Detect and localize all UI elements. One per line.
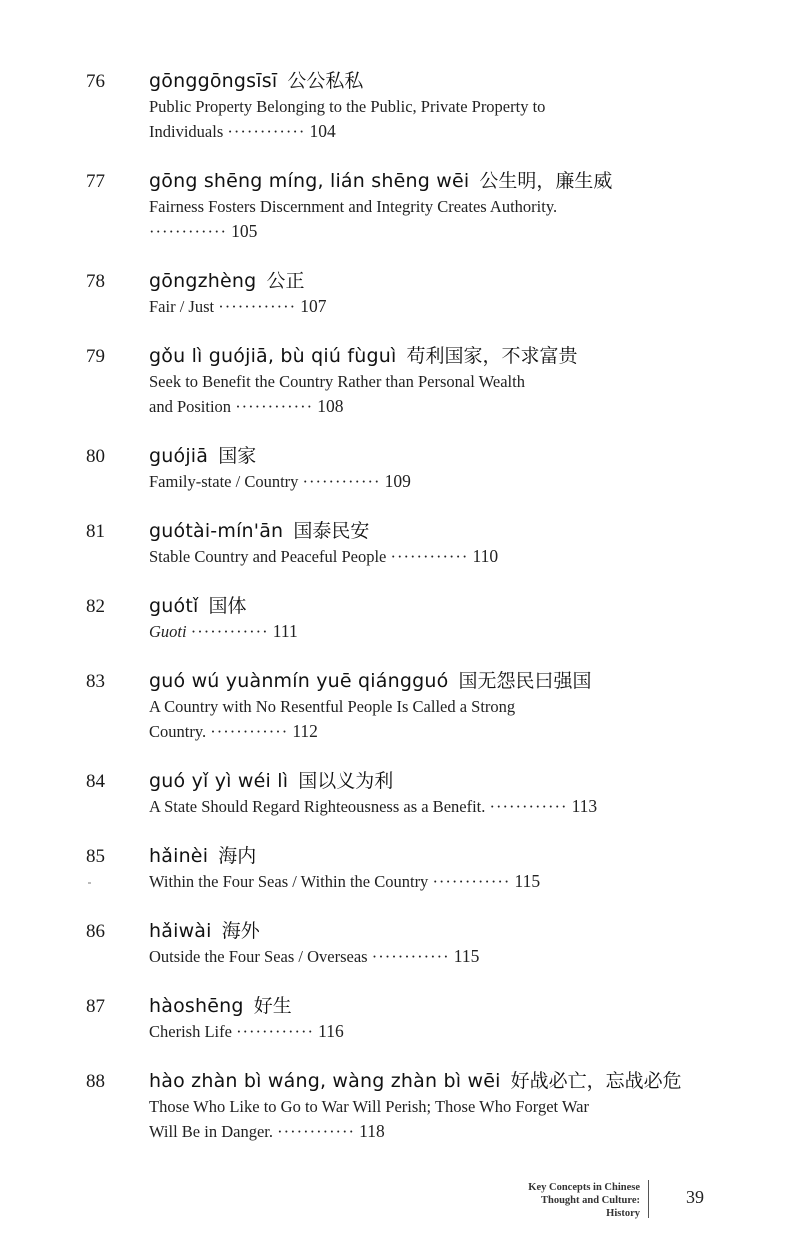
entry-number: 86 (86, 921, 105, 942)
entry-body (149, 343, 769, 419)
entry-chinese: 苟利国家，不求富贵 (406, 345, 578, 367)
entry-heading (149, 668, 769, 694)
footer-title-line: History (606, 1208, 640, 1219)
entry-pinyin: guótǐ (149, 595, 199, 617)
entry-body (149, 1068, 769, 1144)
index-entry (0, 837, 800, 912)
entry-translation-line (149, 469, 769, 494)
entry-chinese: 海内 (218, 845, 257, 867)
entry-page-reference: 118 (359, 1121, 385, 1141)
entry-chinese: 国泰民安 (293, 520, 370, 542)
index-entry (0, 437, 800, 512)
entry-chinese: 好生 (253, 995, 292, 1017)
entry-body (149, 443, 769, 494)
entry-pinyin: hǎinèi (149, 845, 209, 867)
entry-heading (149, 443, 769, 469)
entry-translation: Those Who Like to Go to War Will Perish; Those Who Forget War (149, 1097, 589, 1116)
entry-translation: A State Should Regard Righteousness as a Benefit. (149, 797, 486, 816)
entry-translation-line (149, 869, 769, 894)
index-entry-list (0, 62, 800, 1162)
entry-translation: Country. (149, 722, 207, 741)
entry-body (149, 268, 769, 319)
index-entry (0, 337, 800, 437)
footer-divider (648, 1180, 649, 1218)
entry-page-reference: 111 (272, 621, 298, 641)
leader-dots: ············ (277, 1122, 356, 1141)
entry-page-reference: 109 (384, 471, 411, 491)
entry-pinyin: guójiā (149, 445, 209, 467)
entry-pinyin: guó wú yuànmín yuē qiángguó (149, 670, 449, 692)
index-entry (0, 987, 800, 1062)
index-entry (0, 912, 800, 987)
entry-translation-line (149, 719, 769, 744)
index-entry (0, 1062, 800, 1162)
entry-translation: A Country with No Resentful People Is Called a Strong (149, 697, 516, 716)
entry-translation-line (149, 544, 769, 569)
entry-body (149, 593, 769, 644)
entry-translation-line (149, 794, 769, 819)
entry-pinyin: gǒu lì guójiā, bù qiú fùguì (149, 345, 397, 367)
leader-dots: ············ (235, 397, 314, 416)
entry-translation: Stable Country and Peaceful People (149, 547, 387, 566)
entry-translation-line (149, 944, 769, 969)
entry-translation: Fair / Just (149, 297, 215, 316)
entry-heading (149, 593, 769, 619)
entry-heading (149, 268, 769, 294)
leader-dots: ············ (432, 872, 511, 891)
entry-translation: and Position (149, 397, 232, 416)
entry-page-reference: 108 (317, 396, 344, 416)
entry-body (149, 168, 769, 244)
entry-chinese: 国无怨民曰强国 (458, 670, 592, 692)
entry-number: 88 (86, 1071, 105, 1092)
index-entry (0, 62, 800, 162)
entry-heading (149, 343, 769, 369)
entry-translation-line (149, 369, 769, 394)
entry-translation: Outside the Four Seas / Overseas (149, 947, 368, 966)
entry-number: 77 (86, 171, 105, 192)
entry-translation: Cherish Life (149, 1022, 232, 1041)
entry-translation: Guoti (149, 622, 187, 641)
entry-body (149, 843, 769, 894)
entry-body (149, 768, 769, 819)
entry-page-reference: 107 (300, 296, 327, 316)
entry-chinese: 国家 (218, 445, 257, 467)
entry-translation: Fairness Fosters Discernment and Integrity Creates Authority. (149, 197, 558, 216)
entry-pinyin: hào zhàn bì wáng, wàng zhàn bì wēi (149, 1070, 501, 1092)
entry-number: 78 (86, 271, 105, 292)
index-entry (0, 587, 800, 662)
entry-heading (149, 768, 769, 794)
index-entry (0, 162, 800, 262)
entry-page-reference: 116 (318, 1021, 344, 1041)
entry-translation-line (149, 1019, 769, 1044)
leader-dots: ············ (227, 122, 306, 141)
entry-heading (149, 518, 769, 544)
entry-translation: Seek to Benefit the Country Rather than Personal Wealth (149, 372, 525, 391)
entry-chinese: 国以义为利 (298, 770, 394, 792)
entry-number: 85 (86, 846, 105, 867)
leader-dots: ············ (390, 547, 469, 566)
entry-number: 79 (86, 346, 105, 367)
entry-number: 84 (86, 771, 105, 792)
entry-number: 87 (86, 996, 105, 1017)
entry-chinese: 公生明，廉生威 (479, 170, 613, 192)
entry-page-reference: 112 (292, 721, 318, 741)
entry-chinese: 海外 (221, 920, 260, 942)
entry-body (149, 518, 769, 569)
entry-number: 82 (86, 596, 105, 617)
entry-heading (149, 168, 769, 194)
entry-body (149, 918, 769, 969)
entry-translation-line (149, 119, 769, 144)
entry-pinyin: guó yǐ yì wéi lì (149, 770, 289, 792)
entry-heading (149, 918, 769, 944)
entry-page-reference: 113 (571, 796, 598, 816)
entry-translation-line (149, 294, 769, 319)
entry-chinese: 公正 (266, 270, 305, 292)
entry-number: 83 (86, 671, 105, 692)
entry-translation: Will Be in Danger. (149, 1122, 273, 1141)
footer-title-line: Thought and Culture: (540, 1195, 640, 1206)
entry-chinese: 公公私私 (287, 70, 364, 92)
entry-translation: Within the Four Seas / Within the Country (149, 872, 429, 891)
footer-title-line: Key Concepts in Chinese (528, 1182, 640, 1193)
page-number: 39 (686, 1187, 704, 1207)
entry-page-reference: 115 (453, 946, 480, 966)
entry-pinyin: hàoshēng (149, 995, 244, 1017)
entry-pinyin: gōngzhèng (149, 270, 257, 292)
print-speck (88, 882, 91, 884)
entry-page-reference: 104 (309, 121, 336, 141)
index-entry (0, 662, 800, 762)
leader-dots: ············ (190, 622, 269, 641)
entry-heading (149, 1068, 769, 1094)
entry-heading (149, 68, 769, 94)
leader-dots: ············ (210, 722, 289, 741)
entry-translation-line (149, 1094, 769, 1119)
index-entry (0, 512, 800, 587)
entry-translation-line (149, 394, 769, 419)
entry-body (149, 668, 769, 744)
running-footer-title (528, 1181, 640, 1220)
entry-page-reference: 115 (514, 871, 541, 891)
entry-chinese: 国体 (208, 595, 247, 617)
leader-dots: ············ (489, 797, 568, 816)
entry-page-reference: 110 (472, 546, 499, 566)
entry-pinyin: gōnggōngsīsī (149, 70, 278, 92)
leader-dots: ············ (218, 297, 297, 316)
entry-translation-line (149, 619, 769, 644)
entry-page-reference: 105 (231, 221, 258, 241)
leader-dots: ············ (302, 472, 381, 491)
index-entry (0, 762, 800, 837)
leader-dots: ············ (371, 947, 450, 966)
entry-body (149, 993, 769, 1044)
entry-translation: Family-state / Country (149, 472, 299, 491)
entry-translation: Public Property Belonging to the Public, Private Property to (149, 97, 546, 116)
entry-heading (149, 993, 769, 1019)
entry-translation-line (149, 694, 769, 719)
index-entry (0, 262, 800, 337)
entry-translation-line (149, 219, 769, 244)
entry-translation: Individuals (149, 122, 224, 141)
entry-translation-line (149, 194, 769, 219)
entry-number: 76 (86, 71, 105, 92)
leader-dots: ············ (149, 222, 227, 241)
entry-translation-line (149, 1119, 769, 1144)
leader-dots: ············ (236, 1022, 314, 1041)
entry-translation-line (149, 94, 769, 119)
entry-pinyin: hǎiwài (149, 920, 212, 942)
entry-number: 81 (86, 521, 105, 542)
entry-chinese: 好战必亡，忘战必危 (510, 1070, 682, 1092)
entry-pinyin: guótài-mín'ān (149, 520, 284, 542)
entry-heading (149, 843, 769, 869)
entry-pinyin: gōng shēng míng, lián shēng wēi (149, 170, 470, 192)
entry-number: 80 (86, 446, 105, 467)
entry-body (149, 68, 769, 144)
